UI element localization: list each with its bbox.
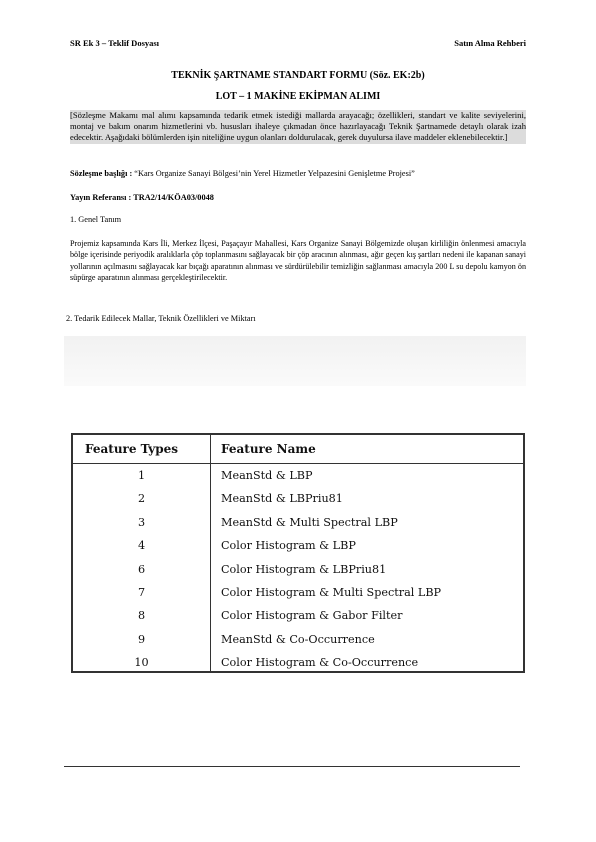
feature-name-cell: Color Histogram & Gabor Filter	[221, 609, 403, 623]
header-feature-name: Feature Name	[221, 442, 316, 456]
feature-type-cell: 8	[137, 609, 146, 623]
section-2-heading: 2. Tedarik Edilecek Mallar, Teknik Özellikleri ve Miktarı	[66, 314, 256, 323]
form-title: TEKNİK ŞARTNAME STANDART FORMU (Söz. EK:2b)	[171, 70, 425, 81]
section-1-heading: 1. Genel Tanım	[70, 215, 122, 224]
table-row	[73, 512, 523, 536]
feature-name-cell: Color Histogram & Co-Occurrence	[221, 656, 419, 670]
feature-name-cell: MeanStd & LBP	[221, 469, 313, 482]
feature-type-cell: 3	[137, 515, 146, 529]
feature-name-cell: Color Histogram & LBP	[221, 539, 356, 553]
footer-divider	[64, 766, 520, 767]
table-row	[73, 605, 523, 629]
contract-label: Sözleşme başlığı :	[70, 169, 133, 178]
feature-type-cell: 6	[137, 562, 146, 576]
shaded-area	[64, 336, 526, 386]
table-row	[73, 652, 523, 676]
section-1-text: Projemiz kapsamında Kars İli, Merkez İlçesi, Paşaçayır Mahallesi, Kars Organize Sanayi Bölgemizde oluşan kirliliğin önlenmesi amacıyla bölge içerisinde periyodik aralıklarla çöp toplanmasını sağlayacak bir çöp aracının alınması, ağır geçen kış şartları nedeni ile kapanan sanayi yollarının açılmasını sağlayacak kar bıçağı aparatının alınması ve sürdürülebilir temizliğin sağlanması amacıyla 200 L su depolu kamyon ön süpürge aparatının alınması gerçekleştirilecektir.	[70, 239, 526, 282]
header-left: SR Ek 3 – Teklif Dosyası	[70, 38, 160, 48]
publication-reference: Yayın Referansı : TRA2/14/KÖA03/0048	[70, 193, 214, 202]
feature-type-cell: 4	[137, 539, 146, 553]
header-right: Satın Alma Rehberi	[454, 38, 526, 48]
contract-value: “Kars Organize Sanayi Bölgesi’nin Yerel Hizmetler Yelpazesini Genişletme Projesi”	[132, 169, 415, 178]
contract-title	[70, 169, 415, 178]
feature-name-cell: MeanStd & LBPriu81	[221, 492, 343, 506]
lot-title: LOT – 1 MAKİNE EKİPMAN ALIMI	[215, 91, 381, 102]
table-row	[73, 465, 523, 489]
feature-table	[71, 433, 525, 673]
feature-name-cell: MeanStd & Co-Occurrence	[221, 632, 375, 646]
table-row	[73, 559, 523, 583]
table-row	[73, 629, 523, 653]
header-feature-types: Feature Types	[85, 442, 179, 456]
feature-name-cell: Color Histogram & LBPriu81	[221, 562, 387, 576]
feature-name-cell: Color Histogram & Multi Spectral LBP	[221, 586, 442, 599]
feature-type-cell: 1	[137, 469, 146, 482]
feature-type-cell: 9	[137, 632, 146, 646]
feature-name-cell: MeanStd & Multi Spectral LBP	[221, 515, 398, 529]
feature-type-cell: 10	[134, 656, 149, 670]
table-row	[73, 535, 523, 559]
instruction-note: [Sözleşme Makamı mal alımı kapsamında tedarik etmek istediği mallarda arayacağı; özellikleri, standart ve kalite seviyelerini, montaj ve bakım onarım hizmetlerini vb. hususları ihaleye çıkmadan önce hazırlayacağı Teknik Şartnamede detaylı olarak izah edecektir. Aşağıdaki bölümlerden işin niteliğine uygun olanları doldurulacak, gerek duyulursa ilave maddeler eklenebilecektir.]	[70, 110, 526, 143]
table-row	[73, 582, 523, 606]
table-header-row	[73, 435, 523, 464]
feature-type-cell: 7	[137, 586, 146, 599]
table-row	[73, 488, 523, 512]
feature-type-cell: 2	[137, 492, 146, 506]
